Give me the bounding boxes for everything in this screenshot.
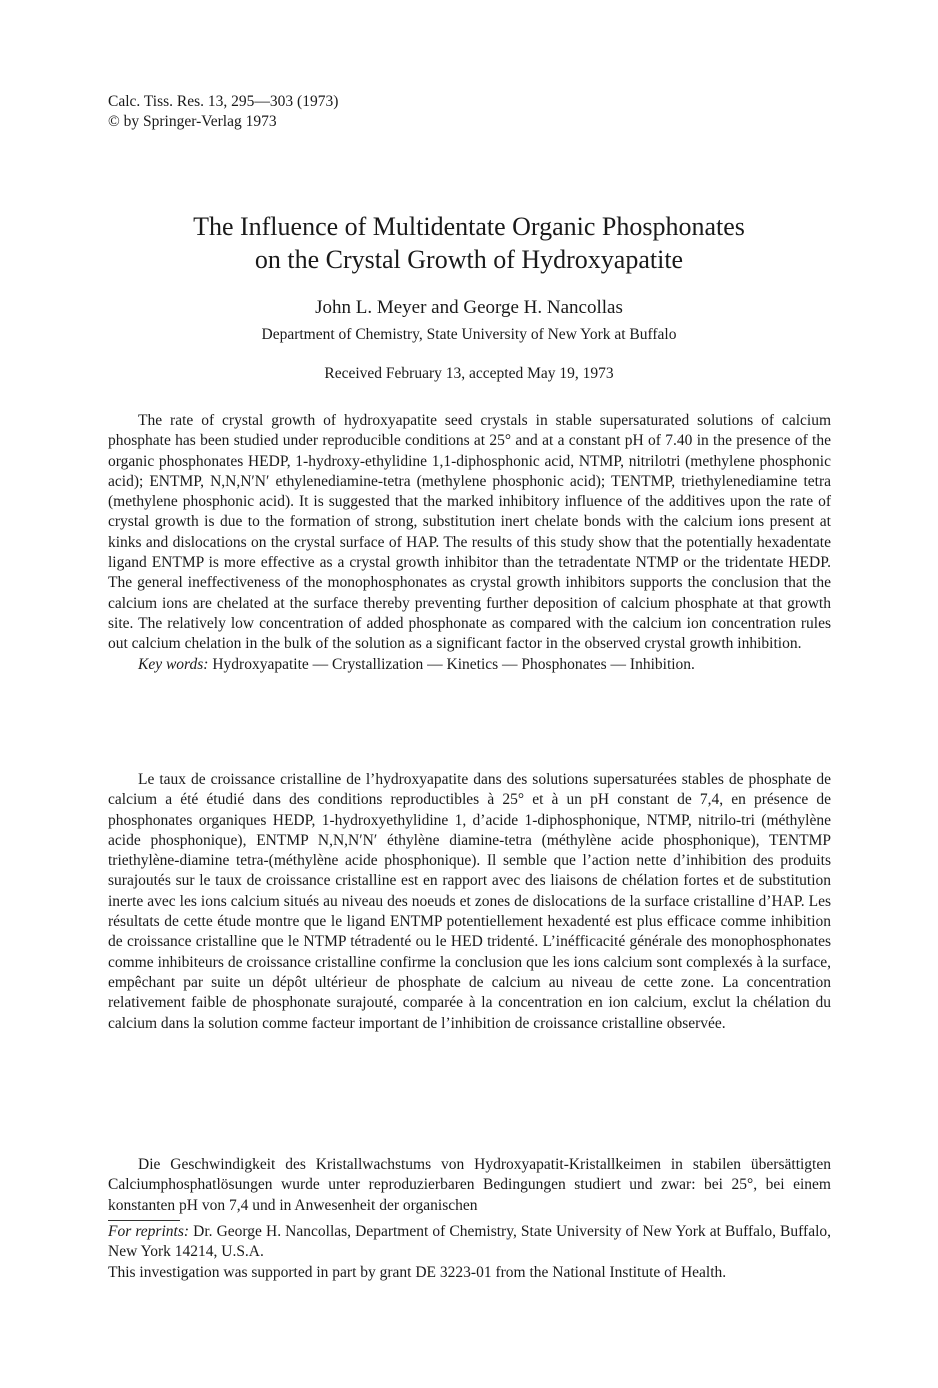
funding-note: This investigation was supported in part by grant DE 3223-01 from the National Institute of Health.: [108, 1263, 727, 1281]
reprints-note: [108, 1222, 831, 1263]
reprints-address: Dr. George H. Nancollas, Department of Chemistry, State University of New York at Buffalo, Buffalo, New York 14214, U.S.A.: [108, 1223, 831, 1261]
keywords-label: Key words:: [138, 655, 209, 673]
copyright-notice: © by Springer-Verlag 1973: [108, 113, 277, 130]
abstract-german-text: Die Geschwindigkeit des Kristallwachstums von Hydroxyapatit-Kristallkeimen in stabilen übersättigten Calciumphosphatlösungen wurde unter reproduzierbaren Bedingungen studiert und zwar: bei 25°, bei einem konstanten pH von 7,4 und in Anwesenheit der organischen: [108, 1156, 831, 1214]
title-line-2: on the Crystal Growth of Hydroxyapatite: [254, 245, 684, 274]
keywords-text: Hydroxyapatite — Crystallization — Kinetics — Phosphonates — Inhibition.: [212, 655, 695, 673]
article-title: [108, 210, 830, 276]
abstract-french-text: Le taux de croissance cristalline de l’hydroxyapatite dans des solutions supersaturées stables de phosphate de calcium a été étudié dans des conditions reproductibles à 25° et à un pH constant de 7,4, en présence de phosphonates organiques HEDP, 1-hydroxyethylidine 1, d’acide 1-diphosphonique, NTMP, nitrilo-tri (méthylène acide phosphonique), ENTMP N,N,N′N′ éthylène diamine-tetra (méthylène acide phosphonique), TENTMP triethylène-diamine tetra-(méthylène acide phosphonique). Il semble que l’action nette d’inhibition des produits surajoutés sur le taux de croissance cristalline est en rapport avec des liaisons de chélation fortes et de substitution inerte avec les ions calcium situés au niveau des noeuds et zones de dislocations de la surface cristalline d’HAP. Les résultats de cette étude montre que le ligand ENTMP potentiellement hexadenté est plus efficace comme inhibition de croissance cristalline que le NTMP tétradenté ou le HED tridenté. L’inéfficacité générale des monophosphonates comme inhibiteurs de croissance cristalline confirme la conclusion que les ions calcium sont complexés à la surface, empêchant par suite un dépôt ultérieur de phosphate de calcium au niveau de cette zone. La concentration relativement faible de phosphonate surajouté, comparée à la concentration en ion calcium, exclut la chélation du calcium dans la solution comme facteur important de l’inhibition de croissance cristalline observée.: [108, 771, 831, 1032]
journal-citation: Calc. Tiss. Res. 13, 295—303 (1973): [108, 93, 339, 110]
title-line-1: The Influence of Multidentate Organic Phosphonates: [193, 212, 745, 241]
footnote: [108, 1222, 831, 1283]
abstract-english: [108, 411, 831, 675]
abstract-german: [108, 1155, 831, 1216]
keywords: [108, 655, 831, 675]
abstract-english-text: The rate of crystal growth of hydroxyapatite seed crystals in stable supersaturated solutions of calcium phosphate has been studied under reproducible conditions at 25° and at a constant pH of 7.40 in the presence of the organic phosphonates HEDP, 1-hydroxy-ethylidine 1,1-diphosphonic acid, NTMP, nitrilotri (methylene phosphonic acid); ENTMP, N,N,N′N′ ethylenediamine-tetra (methylene phosphonic acid); TENTMP, triethylenediamine tetra (methylene phosphonic acid). It is suggested that the marked inhibitory influence of the additives upon the rate of crystal growth is due to the formation of strong, substitution inert chelate bonds with the calcium ions present at kinks and dislocations on the crystal surface of HAP. The results of this study show that the potentially hexadentate ligand ENTMP is more effective as a crystal growth inhibitor than the tetradentate NTMP or the tridentate HEDP. The general ineffectiveness of the monophosphonates as crystal growth inhibitors supports the conclusion that the calcium ions are chelated at the surface thereby preventing further deposition of calcium phosphate at that growth site. The relatively low concentration of added phosphonate as compared with the calcium ion concentration rules out calcium chelation in the bulk of the solution as a significant factor in the observed crystal growth inhibition.: [108, 412, 831, 653]
abstract-french: [108, 770, 831, 1034]
journal-reference: [108, 92, 338, 132]
footnote-divider: [108, 1220, 180, 1221]
authors: John L. Meyer and George H. Nancollas: [315, 297, 623, 318]
reprints-label: For reprints:: [108, 1223, 190, 1240]
affiliation: Department of Chemistry, State University of New York at Buffalo: [261, 326, 677, 343]
received-date: Received February 13, accepted May 19, 1973: [324, 365, 614, 382]
